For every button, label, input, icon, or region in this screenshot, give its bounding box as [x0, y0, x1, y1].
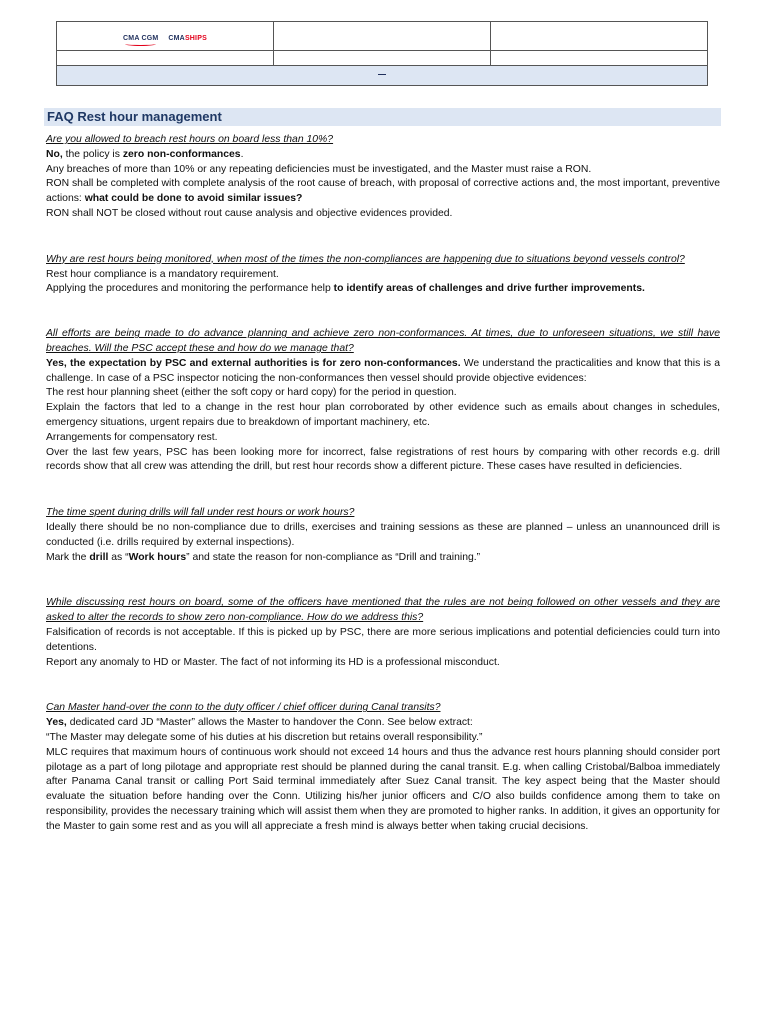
faq-question: Can Master hand-over the conn to the duty officer / chief officer during Canal transits?: [46, 702, 441, 714]
header-cell-2: [274, 22, 491, 51]
faq-answer: [46, 716, 720, 834]
faq-question: While discussing rest hours on board, some of the officers have mentioned that the rules are not being followed on other vessels and they are asked to alter the records to show zero non-compliance. How do we address this?: [46, 597, 720, 624]
answer-line: RON shall be completed with complete analysis of the root cause of breach, with proposal of corrective actions and, the most important, preventive actions: what could be done to avoid similar issues?: [46, 178, 720, 205]
faq-question: All efforts are being made to do advance planning and achieve zero non-conformances. At times, due to unforeseen situations, we still have breaches. Will the PSC accept these and how do we manage that?: [46, 328, 720, 354]
answer-line: “The Master may delegate some of his duties at his discretion but retains overall responsibility.”: [46, 731, 483, 743]
faq-item: [46, 596, 720, 670]
faq-answer: [46, 521, 720, 565]
header-band: [57, 66, 708, 86]
faq-content: [46, 133, 720, 865]
document-header-table: [56, 21, 708, 86]
answer-line: Report any anomaly to HD or Master. The fact of not informing its HD is a professional misconduct.: [46, 656, 500, 668]
cma-cgm-logo-text: CMA CGM: [123, 35, 159, 42]
logo-cell: [57, 22, 274, 51]
answer-line: The rest hour planning sheet (either the soft copy or hard copy) for the period in question.: [46, 387, 457, 399]
answer-line: Explain the factors that led to a change in the rest hour plan corroborated by other evidence such as emails about changes in schedules, emergency situations, urgent repairs due to breakdown of important machinery, etc.: [46, 402, 720, 428]
answer-line: MLC requires that maximum hours of continuous work should not exceed 14 hours and thus the advance rest hours planning should consider port pilotage as a part of long pilotage and appropriate rest should be planned during the canal transit. E.g. when calling Cristobal/Balboa immediately after Panama Canal transit or calling Port Said terminal immediately after Suez Canal transit. The key aspect being that the Master should evaluate the situation before handing over the Conn. Utilizing his/her junior officers and C/O also builds confidence among them to take on responsibility, provides the necessary training which will assist them when they are promoted to higher ranks. In addition, it gives an opportunity for the Master to gain some rest and as you will all appreciate a fresh mind is always better when taking crucial decisions.: [46, 746, 720, 832]
answer-line: Mark the drill as “Work hours” and state the reason for non-compliance as “Drill and training.”: [46, 551, 481, 563]
faq-question: Why are rest hours being monitored, when most of the times the non-compliances are happening due to situations beyond vessels control?: [46, 253, 685, 265]
answer-line: Over the last few years, PSC has been looking more for incorrect, false registrations of rest hours by comparing with other records e.g. drill records show that all crew was attending the drill, but rest hour records show a different picture. These cases have resulted in deficiencies.: [46, 446, 720, 473]
faq-answer: [46, 626, 720, 670]
faq-item: [46, 327, 720, 475]
answer-line: No, the policy is zero non-conformances.: [46, 148, 244, 160]
faq-item: [46, 701, 720, 834]
faq-answer: [46, 268, 720, 298]
answer-line: Yes, dedicated card JD “Master” allows the Master to handover the Conn. See below extract:: [46, 717, 473, 729]
answer-line: Arrangements for compensatory rest.: [46, 431, 218, 443]
answer-line: Yes, the expectation by PSC and external authorities is for zero non-conformances. We understand the practicalities and know that this is a challenge. In case of a PSC inspector noticing the non-conformances then vessel should provide objective evidences:: [46, 357, 720, 384]
cma-ships-logo-text: CMASHIPS: [168, 35, 207, 42]
company-logo: [123, 35, 207, 42]
header-cell-6: [491, 51, 708, 66]
header-cell-5: [274, 51, 491, 66]
answer-line: Ideally there should be no non-compliance due to drills, exercises and training sessions as these are planned – unless an unannounced drill is conducted (i.e. drills required by external inspections).: [46, 521, 720, 548]
faq-answer: [46, 357, 720, 475]
answer-line: Any breaches of more than 10% or any repeating deficiencies must be investigated, and the Master must raise a RON.: [46, 163, 592, 175]
faq-answer: [46, 148, 720, 222]
answer-line: Applying the procedures and monitoring the performance help to identify areas of challenges and drive further improvements.: [46, 283, 645, 295]
answer-line: Falsification of records is not acceptable. If this is picked up by PSC, there are more serious implications and potential deficiencies could turn into detentions.: [46, 626, 720, 653]
faq-item: [46, 133, 720, 222]
header-cell-4: [57, 51, 274, 66]
section-title: FAQ Rest hour management: [44, 108, 721, 126]
header-cell-3: [491, 22, 708, 51]
faq-question: Are you allowed to breach rest hours on board less than 10%?: [46, 134, 334, 145]
faq-item: [46, 253, 720, 297]
faq-question: The time spent during drills will fall under rest hours or work hours?: [46, 507, 355, 519]
faq-item: [46, 506, 720, 565]
answer-line: RON shall NOT be closed without rout cause analysis and objective evidences provided.: [46, 207, 453, 219]
dash-mark: [378, 74, 386, 76]
answer-line: Rest hour compliance is a mandatory requirement.: [46, 268, 279, 280]
